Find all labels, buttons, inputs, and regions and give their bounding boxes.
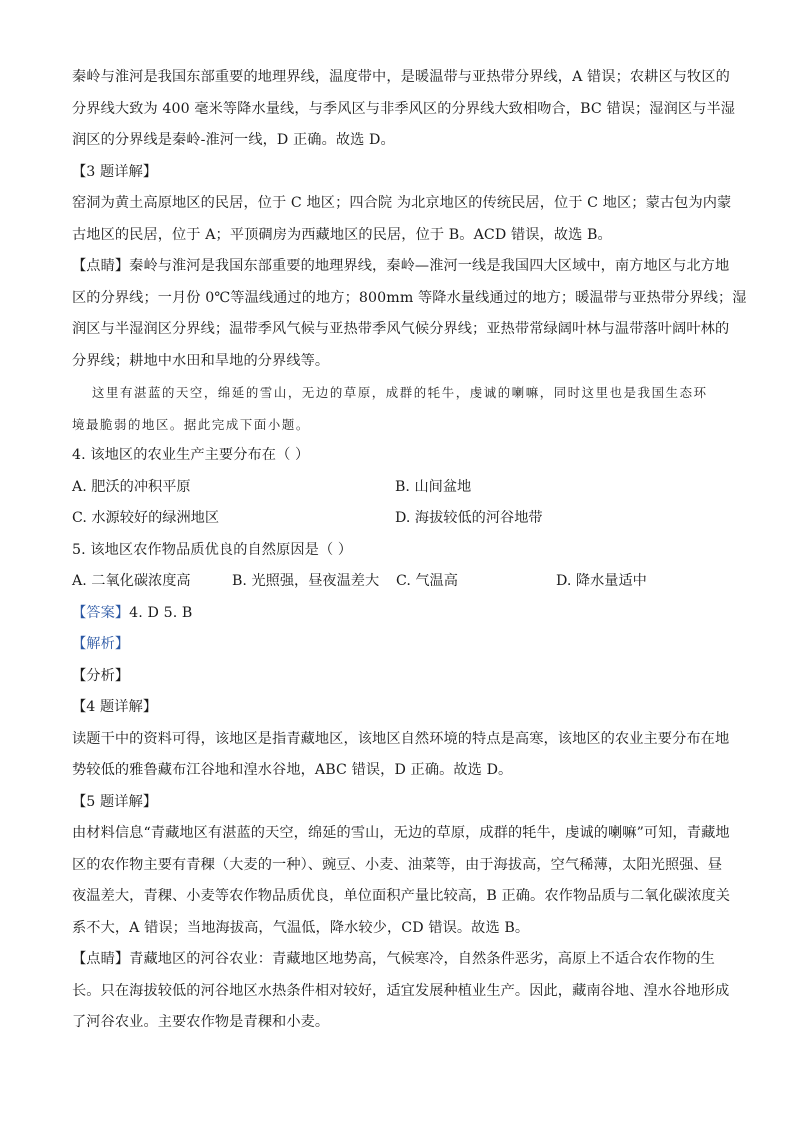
q5-heading: 【5 题详解】 <box>72 793 158 810</box>
q4-stem: 4. 该地区的农业生产主要分布在（ ） <box>72 447 310 463</box>
jiexi-heading: 【解析】 <box>72 636 130 652</box>
q4-options-row-1 <box>72 472 732 504</box>
paragraph-line: 秦岭与淮河是我国东部重要的地理界线，温度带中，是暖温带与亚热带分界线，A 错误；农耕区与牧区的 <box>72 69 730 85</box>
q3-heading: 【3 题详解】 <box>72 163 158 180</box>
answer-text: 4. D 5. B <box>129 604 193 621</box>
dianjing-text: 青藏地区的河谷农业：青藏地区地势高，气候寒冷，自然条件恶劣，高原上不适合农作物的生 <box>129 951 715 967</box>
paragraph-line: 润区与半湿润区分界线；温带季风气候与亚热带季风气候分界线；亚热带常绿阔叶林与温带落叶阔叶林的 <box>72 321 730 337</box>
material-line: 这里有湛蓝的天空，绵延的雪山，无边的草原，成群的牦牛，虔诚的喇嘛，同时这里也是我国生态环 <box>92 385 708 400</box>
q5-options-row <box>72 566 732 598</box>
paragraph-line: 区的分界线；一月份 0℃等温线通过的地方；800mm 等降水量线通过的地方；暖温带与亚热带分界线；湿 <box>72 289 747 306</box>
paragraph-line: 势较低的雅鲁藏布江谷地和湟水谷地，ABC 错误，D 正确。故选 D。 <box>72 762 513 778</box>
q5-stem: 5. 该地区农作物品质优良的自然原因是（ ） <box>72 541 353 558</box>
answer-tag: 【答案】 <box>72 604 130 621</box>
document-page <box>72 62 747 1039</box>
paragraph-line: 夜温差大，青稞、小麦等农作物品质优良，单位面积产量比较高，B 正确。农作物品质与二氧化碳浓度关 <box>72 888 731 904</box>
q4-option-d: D. 海拔较低的河谷地带 <box>395 510 543 526</box>
fenxi-heading: 【分析】 <box>72 667 130 684</box>
dianjing-tag: 【点睛】 <box>72 258 130 274</box>
q4-option-b: B. 山间盆地 <box>395 478 472 495</box>
paragraph-line: 由材料信息“青藏地区有湛蓝的天空，绵延的雪山，无边的草原，成群的牦牛，虔诚的喇嘛”可知，青藏地 <box>72 825 730 841</box>
answer-line <box>72 598 732 630</box>
paragraph-line: 分界线大致为 400 毫米等降水量线，与季风区与非季风区的分界线大致相吻合，BC 错误；湿润区与半湿 <box>72 100 736 117</box>
material-line: 境最脆弱的地区。据此完成下面小题。 <box>72 416 310 432</box>
q4-heading: 【4 题详解】 <box>72 699 158 715</box>
q5-option-c: C. 气温高 <box>396 573 458 589</box>
q4-option-c: C. 水源较好的绿洲地区 <box>72 510 220 526</box>
paragraph-line: 了河谷农业。主要农作物是青稞和小麦。 <box>72 1014 330 1030</box>
q4-options-row-2 <box>72 503 732 535</box>
q5-option-d: D. 降水量适中 <box>556 573 647 589</box>
paragraph-line: 窑洞为黄土高原地区的民居，位于 C 地区；四合院 为北京地区的传统民居，位于 C 地区；蒙古包为内蒙 <box>72 195 732 211</box>
paragraph-line: 系不大，A 错误；当地海拔高，气温低，降水较少，CD 错误。故选 B。 <box>72 919 530 936</box>
q5-option-b: B. 光照强，昼夜温差大 <box>232 573 380 589</box>
q4-option-a: A. 肥沃的冲积平原 <box>72 478 191 495</box>
dianjing-line <box>72 251 732 283</box>
paragraph-line: 分界线；耕地中水田和旱地的分界线等。 <box>72 352 330 369</box>
paragraph-line: 古地区的民居，位于 A；平顶碉房为西藏地区的民居，位于 B。ACD 错误，故选 B。 <box>72 226 612 243</box>
paragraph-line: 区的农作物主要有青稞（大麦的一种）、豌豆、小麦、油菜等，由于海拔高，空气稀薄，太阳光照强、昼 <box>72 856 723 873</box>
dianjing-line <box>72 944 732 976</box>
paragraph-line: 润区的分界线是秦岭-淮河一线，D 正确。故选 D。 <box>72 132 395 148</box>
dianjing-text: 秦岭与淮河是我国东部重要的地理界线，秦岭—淮河一线是我国四大区域中，南方地区与北方地 <box>129 258 730 274</box>
paragraph-line: 读题干中的资料可得，该地区是指青藏地区，该地区自然环境的特点是高寒，该地区的农业主要分布在地 <box>72 730 730 747</box>
q5-option-a: A. 二氧化碳浓度高 <box>72 573 191 589</box>
dianjing-tag: 【点睛】 <box>72 951 130 967</box>
paragraph-line: 长。只在海拔较低的河谷地区水热条件相对较好，适宜发展种植业生产。因此，藏南谷地、湟水谷地形成 <box>72 982 730 999</box>
